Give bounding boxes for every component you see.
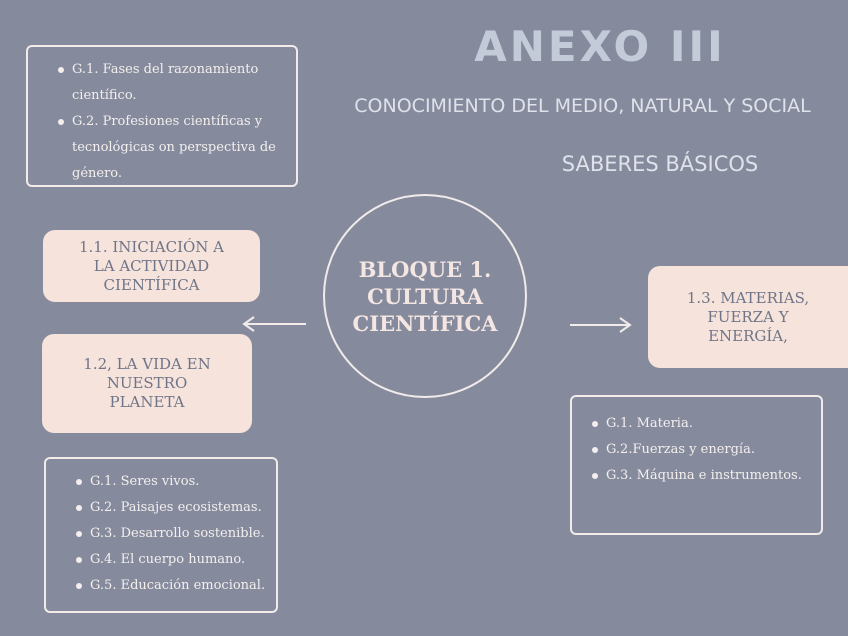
- top-left-list-box: [26, 45, 298, 187]
- right-list-box: [570, 395, 823, 535]
- list-item: G.1. Materia.: [606, 411, 811, 437]
- page-title: ANEXO III: [474, 22, 726, 71]
- list-item: G.1. Seres vivos.: [90, 469, 266, 495]
- bottom-left-list-box: [44, 457, 278, 613]
- saberes-heading: SABERES BÁSICOS: [561, 152, 759, 176]
- left-arrow-icon: [240, 314, 308, 334]
- list-item: G.2.Fuerzas y energía.: [606, 437, 811, 463]
- right-arrow-icon: [568, 315, 634, 335]
- bottom-left-list: [70, 469, 266, 599]
- list-item: G.4. El cuerpo humano.: [90, 547, 266, 573]
- block-1-2: 1.2, LA VIDA EN NUESTRO PLANETA: [42, 334, 252, 433]
- central-circle-label: BLOQUE 1. CULTURA CIENTÍFICA: [352, 256, 498, 336]
- list-item: G.2. Profesiones científicas y tecnológicas on perspectiva de género.: [72, 109, 282, 187]
- list-item: G.5. Educación emocional.: [90, 573, 266, 599]
- central-circle: [323, 194, 527, 398]
- list-item: G.1. Fases del razonamiento científico.: [72, 57, 282, 109]
- list-item: G.3. Desarrollo sostenible.: [90, 521, 266, 547]
- block-1-1: 1.1. INICIACIÓN A LA ACTIVIDAD CIENTÍFICA: [43, 230, 260, 302]
- top-left-list: [52, 57, 282, 187]
- block-1-3: 1.3. MATERIAS, FUERZA Y ENERGÍA,: [648, 266, 848, 368]
- list-item: G.2. Paisajes ecosistemas.: [90, 495, 266, 521]
- subject-subtitle: CONOCIMIENTO DEL MEDIO, NATURAL Y SOCIAL: [354, 95, 811, 117]
- right-list: [586, 411, 811, 489]
- list-item: G.3. Máquina e instrumentos.: [606, 463, 811, 489]
